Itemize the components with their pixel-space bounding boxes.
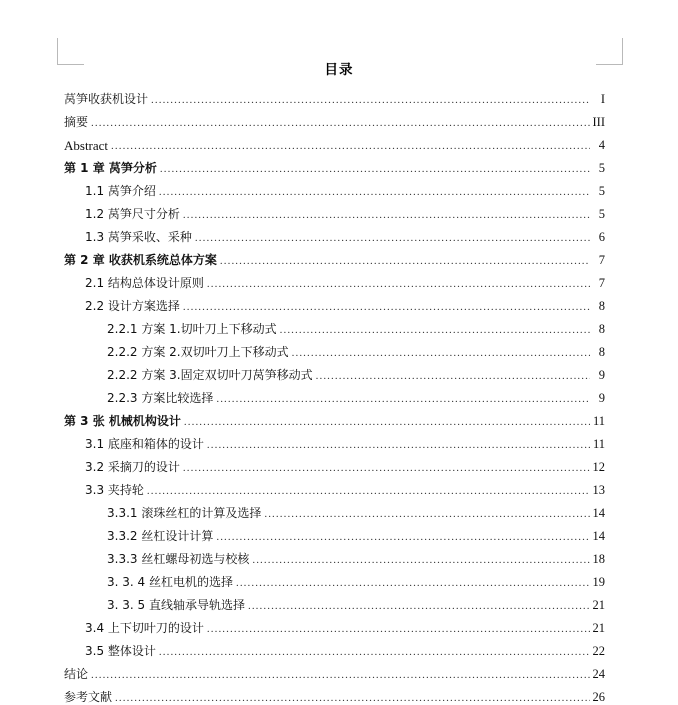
toc-leader-dots: [159, 646, 590, 659]
toc-entry-label: 3.3 夹持轮: [85, 483, 144, 497]
toc-entry-label: 莴笋收获机设计: [64, 92, 149, 106]
toc-entry-page-number: 12: [592, 460, 605, 474]
toc-entry-page-number: 8: [598, 345, 605, 359]
toc-entry-label: 1.2 莴笋尺寸分析: [85, 207, 180, 221]
toc-entry-page-number: 6: [598, 230, 605, 244]
toc-entry-page-number: 8: [598, 322, 605, 336]
toc-entry[interactable]: [0, 153, 678, 176]
toc-leader-dots: [91, 669, 590, 682]
toc-leader-dots: [216, 531, 590, 544]
toc-leader-dots: [207, 439, 590, 452]
toc-entry-label: 第 3 张 机械机构设计: [64, 414, 181, 428]
toc-entry-label: 第 1 章 莴笋分析: [64, 161, 157, 175]
toc-entry[interactable]: [0, 84, 678, 107]
toc-leader-dots: [184, 416, 590, 429]
toc-leader-dots: [207, 278, 590, 291]
toc-entry-label: 参考文献: [64, 690, 113, 704]
toc-entry-label: 3.2 采摘刀的设计: [85, 460, 180, 474]
toc-leader-dots: [183, 209, 590, 222]
toc-leader-dots: [220, 255, 590, 268]
toc-entry-label: 3. 3. 5 直线轴承导轨选择: [107, 598, 245, 612]
toc-entry-page-number: 5: [598, 207, 605, 221]
toc-entry[interactable]: [0, 314, 678, 337]
toc-leader-dots: [316, 370, 590, 383]
toc-entry-page-number: 5: [598, 161, 605, 175]
toc-entry-page-number: 21: [592, 598, 605, 612]
toc-leader-dots: [151, 94, 590, 107]
toc-leader-dots: [236, 577, 590, 590]
toc-entry-page-number: 21: [592, 621, 605, 635]
toc-entry[interactable]: [0, 222, 678, 245]
toc-entry-page-number: 9: [598, 368, 605, 382]
crop-mark-top-right-icon: [596, 38, 623, 65]
toc-entry-label: 3.3.1 滚珠丝杠的计算及选择: [107, 506, 262, 520]
toc-leader-dots: [115, 692, 590, 705]
toc-leader-dots: [147, 485, 590, 498]
toc-entry-page-number: III: [592, 115, 605, 129]
toc-entry-label: 2.2.1 方案 1.切叶刀上下移动式: [107, 322, 277, 336]
toc-leader-dots: [264, 508, 590, 521]
toc-entry-label: 1.1 莴笋介绍: [85, 184, 156, 198]
toc-entry[interactable]: [0, 498, 678, 521]
toc-entry-label: 2.2.2 方案 2.双切叶刀上下移动式: [107, 345, 289, 359]
toc-entry-page-number: 22: [592, 644, 605, 658]
toc-entry-page-number: 5: [598, 184, 605, 198]
toc-entry[interactable]: [0, 245, 678, 268]
toc-entry[interactable]: [0, 659, 678, 682]
toc-entry[interactable]: [0, 590, 678, 613]
toc-entry-label: 摘要: [64, 115, 89, 129]
toc-entry-label: 3.3.2 丝杠设计计算: [107, 529, 214, 543]
toc-leader-dots: [248, 600, 590, 613]
toc-entry[interactable]: [0, 682, 678, 705]
toc-entry-label: 3.4 上下切叶刀的设计: [85, 621, 204, 635]
toc-leader-dots: [207, 623, 590, 636]
toc-leader-dots: [91, 117, 590, 130]
toc-leader-dots: [195, 232, 590, 245]
toc-entry[interactable]: [0, 383, 678, 406]
toc-entry-page-number: 26: [592, 690, 605, 704]
toc-leader-dots: [292, 347, 590, 360]
toc-leader-dots: [280, 324, 590, 337]
toc-entry[interactable]: [0, 268, 678, 291]
toc-entry-label: 2.2.2 方案 3.固定双切叶刀莴笋移动式: [107, 368, 313, 382]
toc-entry-page-number: 11: [592, 437, 605, 451]
toc-leader-dots: [111, 140, 590, 153]
toc-entry[interactable]: [0, 107, 678, 130]
toc-entry-label: 3.5 整体设计: [85, 644, 156, 658]
toc-entry-page-number: 7: [598, 276, 605, 290]
toc-entry[interactable]: [0, 406, 678, 429]
toc-leader-dots: [183, 462, 590, 475]
toc-entry-page-number: 13: [592, 483, 605, 497]
toc-entry-page-number: 14: [592, 506, 605, 520]
toc-leader-dots: [216, 393, 590, 406]
toc-entry-label: 第 2 章 收获机系统总体方案: [64, 253, 217, 267]
toc-leader-dots: [160, 163, 590, 176]
toc-entry-page-number: 19: [592, 575, 605, 589]
toc-entry-label: 2.2.3 方案比较选择: [107, 391, 214, 405]
toc-entry-page-number: 8: [598, 299, 605, 313]
toc-leader-dots: [252, 554, 590, 567]
toc-entry[interactable]: [0, 199, 678, 222]
toc-entry-label: 1.3 莴笋采收、采种: [85, 230, 192, 244]
toc-entry[interactable]: [0, 429, 678, 452]
toc-entry-label: Abstract: [64, 138, 109, 153]
toc-entry-page-number: 11: [592, 414, 605, 428]
toc-entry-page-number: 24: [592, 667, 605, 681]
toc-entry[interactable]: [0, 291, 678, 314]
toc-leader-dots: [183, 301, 590, 314]
crop-mark-top-left-icon: [57, 38, 84, 65]
toc-entry-label: 结论: [64, 667, 89, 681]
toc-entry-page-number: 18: [592, 552, 605, 566]
toc-entry[interactable]: [0, 567, 678, 590]
toc-entry[interactable]: [0, 337, 678, 360]
toc-entry-label: 3.1 底座和箱体的设计: [85, 437, 204, 451]
toc-entry[interactable]: [0, 176, 678, 199]
toc-entry[interactable]: [0, 613, 678, 636]
toc-entry[interactable]: [0, 636, 678, 659]
toc-entry[interactable]: [0, 544, 678, 567]
toc-entry-label: 2.1 结构总体设计原则: [85, 276, 204, 290]
toc-leader-dots: [159, 186, 590, 199]
toc-entry-page-number: 7: [598, 253, 605, 267]
table-of-contents: [0, 84, 678, 705]
toc-entry-label: 3. 3. 4 丝杠电机的选择: [107, 575, 233, 589]
toc-entry-label: 2.2 设计方案选择: [85, 299, 180, 313]
page-title: 目录: [324, 62, 354, 78]
toc-entry[interactable]: [0, 130, 678, 153]
toc-entry-page-number: 4: [598, 138, 605, 152]
toc-entry-page-number: 9: [598, 391, 605, 405]
toc-entry[interactable]: [0, 452, 678, 475]
toc-entry-page-number: 14: [592, 529, 605, 543]
toc-entry[interactable]: [0, 521, 678, 544]
toc-entry-page-number: I: [600, 92, 605, 106]
toc-entry[interactable]: [0, 360, 678, 383]
toc-entry-label: 3.3.3 丝杠螺母初选与校核: [107, 552, 250, 566]
toc-entry[interactable]: [0, 475, 678, 498]
